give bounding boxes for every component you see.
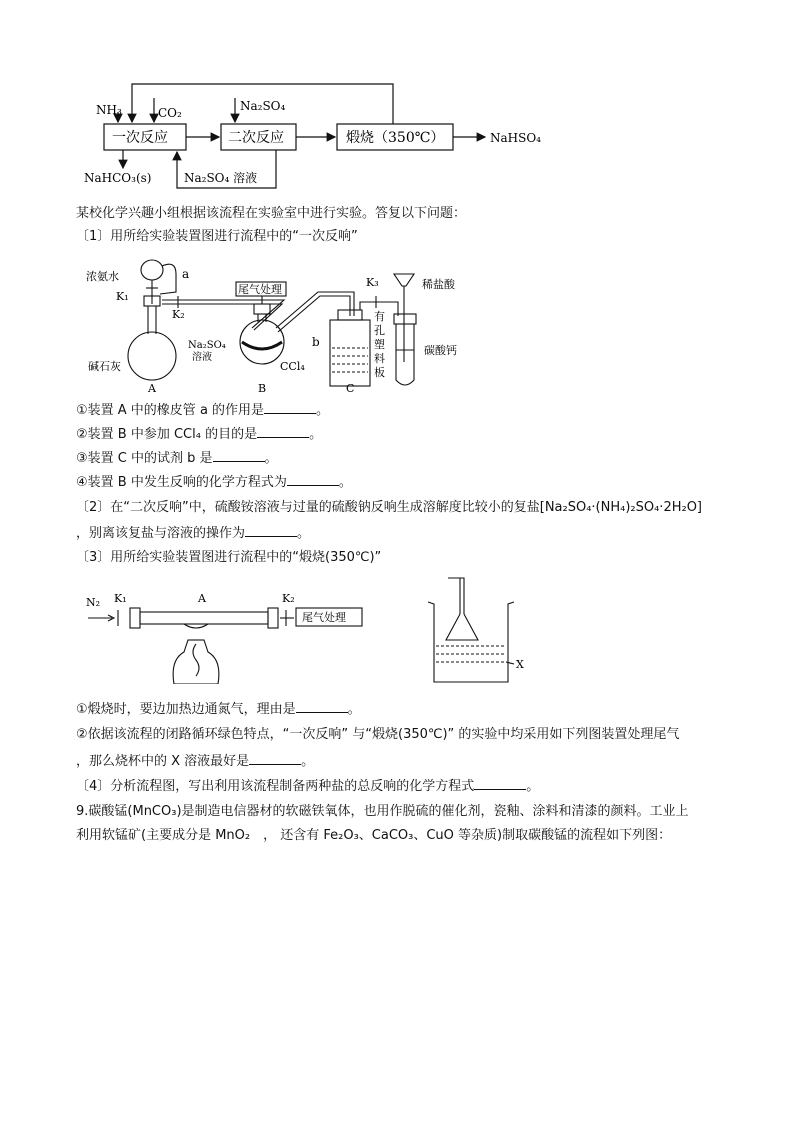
label-plate-3: 塑: [374, 338, 385, 351]
label-plate-5: 板: [374, 366, 385, 379]
label-B: B: [258, 382, 267, 394]
label-b: b: [312, 335, 320, 349]
label-k1: K₁: [116, 290, 129, 303]
label-ccl4: CCl₄: [280, 360, 305, 373]
q3-title: 〔3〕用所给实验装置图进行流程中的“煅烧(350℃)”: [76, 550, 382, 565]
label-a: a: [182, 267, 190, 281]
q1-item-4: ④装置 B 中发生反响的化学方程式为 。: [76, 475, 352, 490]
label-tail-1: 尾气处理: [238, 283, 282, 296]
q3-item-1: ①煅烧时，要边加热边通氮气，理由是 。: [76, 702, 361, 717]
flow-second-reaction: 二次反应: [228, 130, 284, 146]
label-k2: K₂: [172, 308, 185, 321]
q3-item-2a: ②依据该流程的闭路循环绿色特点，“一次反响” 与“煅烧(350℃)” 的实验中均采用如下列图装置处理尾气: [76, 727, 680, 742]
apparatus-figure-3: [424, 574, 534, 686]
q4-text: 〔4〕分析流程图，写出利用该流程制备两种盐的总反响的化学方程式 。: [76, 779, 540, 794]
q1-item-2: ②装置 B 中参加 CCl₄ 的目的是 。: [76, 427, 323, 442]
label-A: A: [148, 382, 156, 394]
q2-text-1: 〔2〕在“二次反响”中，硫酸铵溶液与过量的硫酸钠反响生成溶解度比较小的复盐[Na₂SO₄·(NH₄)₂SO₄·2H₂O]: [76, 500, 703, 515]
apparatus-figure-1: [84, 252, 474, 394]
intro-text: 某校化学兴趣小组根据该流程在实验室中进行实验。答复以下问题：: [76, 206, 467, 221]
flow-nh3: NH₃: [96, 103, 122, 117]
flow-product: NaHSO₄: [490, 131, 541, 145]
q9-line-2: 利用软锰矿(主要成分是 MnO₂ ， 还含有 Fe₂O₃、CaCO₃、CuO 等杂质)制取碳酸锰的流程如下列图：: [76, 828, 672, 843]
label-k1-2: K₁: [114, 592, 127, 605]
q1-item-3: ③装置 C 中的试剂 b 是 。: [76, 451, 278, 466]
q9-line-1: 9.碳酸锰(MnCO₃)是制造电信器材的软磁铁氧体，也用作脱硫的催化剂，瓷釉、涂料和清漆的颜料。工业上: [76, 804, 689, 819]
flow-first-reaction: 一次反应: [112, 130, 168, 146]
label-plate-2: 孔: [374, 324, 385, 337]
label-nh3-water: 浓氨水: [86, 270, 119, 283]
label-x: X: [516, 658, 524, 671]
q1-item-1: ①装置 A 中的橡皮管 a 的作用是 。: [76, 403, 330, 418]
flow-co2: CO₂: [158, 106, 182, 120]
label-hcl: 稀盐酸: [422, 278, 455, 291]
process-flowchart: [80, 78, 560, 193]
label-k2-2: K₂: [282, 592, 295, 605]
label-solution: 溶液: [192, 352, 212, 363]
label-lime: 碱石灰: [88, 360, 121, 373]
flow-na2so4-solution: Na₂SO₄ 溶液: [184, 171, 258, 185]
q3-item-2b: ，那么烧杯中的 X 溶液最好是 。: [76, 754, 315, 769]
q2-text-2: ，别离该复盐与溶液的操作为 。: [76, 526, 311, 541]
label-tail-2: 尾气处理: [302, 611, 346, 624]
q1-title: 〔1〕用所给实验装置图进行流程中的“一次反响”: [76, 229, 358, 244]
flow-na2so4: Na₂SO₄: [240, 99, 286, 113]
flow-nahco3: NaHCO₃(s): [84, 171, 152, 185]
apparatus-figure-2: [84, 588, 384, 684]
label-C: C: [346, 382, 355, 394]
label-caco3: 碳酸钙: [424, 344, 457, 357]
label-plate-1: 有: [374, 310, 385, 323]
flow-calcine: 煅烧（350℃）: [346, 130, 445, 146]
label-n2: N₂: [86, 596, 101, 609]
label-A-2: A: [198, 592, 206, 605]
label-plate-4: 料: [374, 352, 385, 365]
label-na2so4: Na₂SO₄: [188, 340, 226, 351]
label-k3: K₃: [366, 276, 379, 289]
